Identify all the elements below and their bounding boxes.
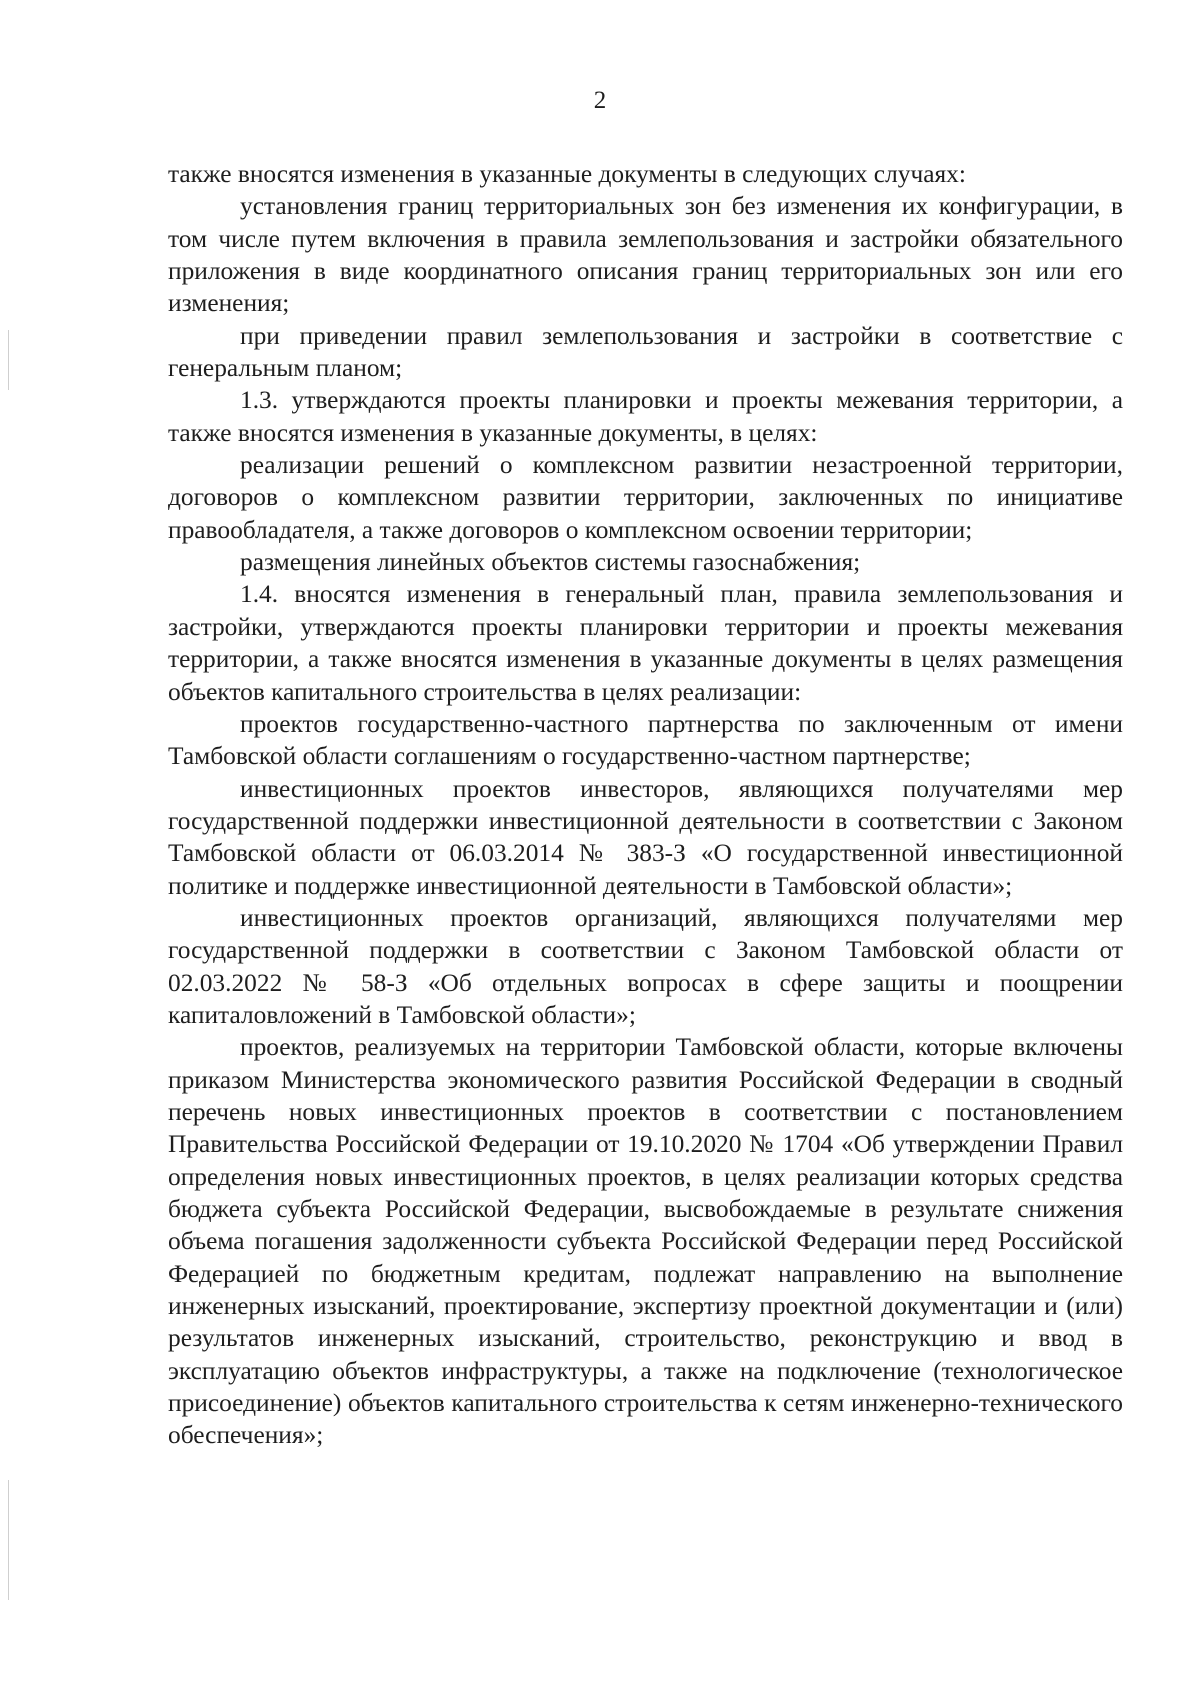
paragraph: установления границ территориальных зон без изменения их конфигурации, в том числе путем включения в правила землепользования и застройки обязательного приложения в виде координатного описания границ территориальных зон или его изменения; [168, 192, 1123, 318]
page-number: 2 [593, 87, 607, 114]
paragraph: инвестиционных проектов инвесторов, являющихся получателями мер государственной поддержки инвестиционной деятельности в соответствии с Законом Тамбовской области от 06.03.2014 № 383-З «О государственной инвестиционной политике и поддержке инвестиционной деятельности в Тамбовской области»; [168, 774, 1123, 900]
paragraph: при приведении правил землепользования и застройки в соответствие с генеральным планом; [168, 321, 1123, 383]
scan-edge-mark [8, 330, 9, 390]
paragraph: реализации решений о комплексном развитии незастроенной территории, договоров о комплексном развитии территории, заключенных по инициативе правообладателя, а также договоров о комплексном освоении территории; [168, 451, 1123, 544]
paragraph: 1.4. вносятся изменения в генеральный план, правила землепользования и застройки, утверждаются проекты планировки территории и проекты межевания территории, а также вносятся изменения в указанные документы в целях размещения объектов капитального строительства в целях реализации: [168, 580, 1123, 706]
scan-edge-mark [8, 1480, 9, 1600]
paragraph: также вносятся изменения в указанные документы в следующих случаях: [168, 160, 966, 188]
paragraph: проектов государственно-частного партнерства по заключенным от имени Тамбовской области соглашениям о государственно-частном партнерстве; [168, 709, 1123, 771]
document-body [168, 158, 1123, 1452]
paragraph: проектов, реализуемых на территории Тамбовской области, которые включены приказом Министерства экономического развития Российской Федерации в сводный перечень новых инвестиционных проектов в соответствии с постановлением Правительства Российской Федерации от 19.10.2020 № 1704 «Об утверждении Правил определения новых инвестиционных проектов, в целях реализации которых средства бюджета субъекта Российской Федерации, высвобождаемые в результате снижения объема погашения задолженности субъекта Российской Федерации перед Российской Федерацией по бюджетным кредитам, подлежат направлению на выполнение инженерных изысканий, проектирование, экспертизу проектной документации и (или) результатов инженерных изысканий, строительство, реконструкцию и ввод в эксплуатацию объектов инфраструктуры, а также на подключение (технологическое присоединение) объектов капитального строительства к сетям инженерно-технического обеспечения»; [168, 1033, 1123, 1450]
paragraph: размещения линейных объектов системы газоснабжения; [240, 548, 861, 577]
paragraph: 1.3. утверждаются проекты планировки и проекты межевания территории, а также вносятся изменения в указанные документы, в целях: [168, 386, 1123, 447]
paragraph: инвестиционных проектов организаций, являющихся получателями мер государственной поддержки в соответствии с Законом Тамбовской области от 02.03.2022 № 58-З «Об отдельных вопросах в сфере защиты и поощрении капиталовложений в Тамбовской области»; [168, 903, 1123, 1029]
